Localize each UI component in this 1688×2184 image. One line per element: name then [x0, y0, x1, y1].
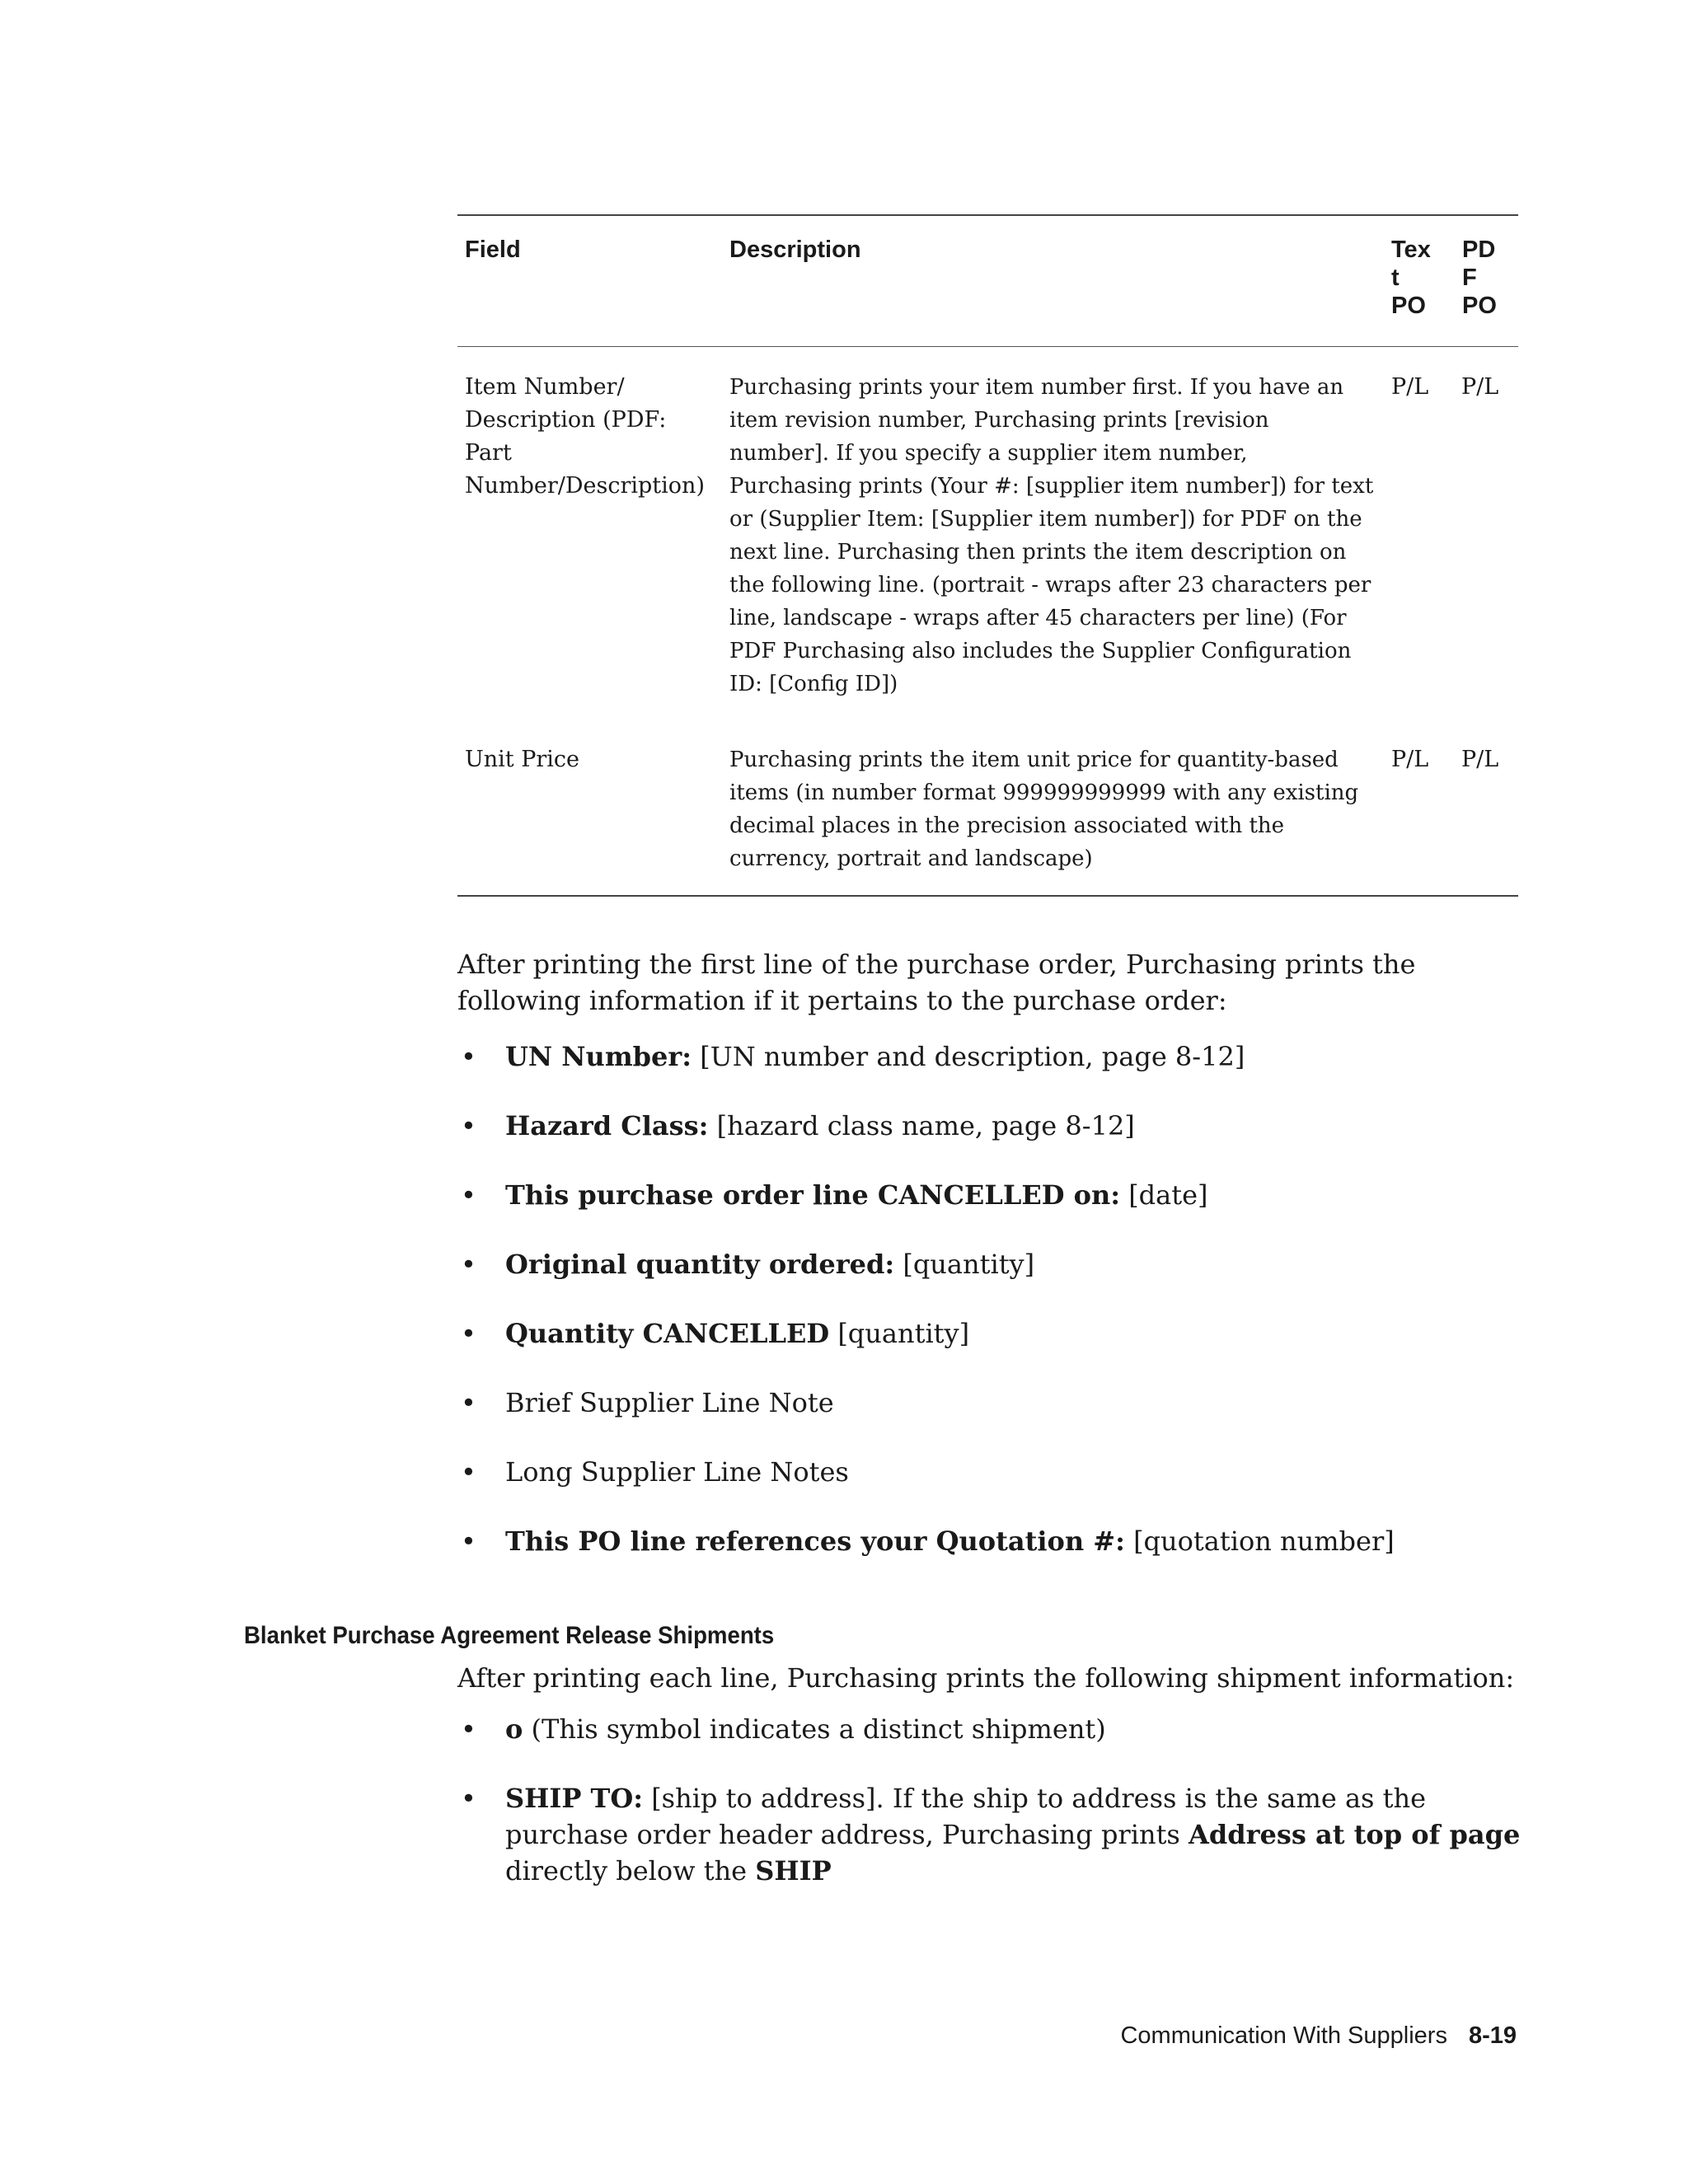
table-bottom-rule — [457, 895, 1518, 897]
table-header-description: Description — [729, 237, 861, 263]
bullet-icon: • — [461, 1456, 476, 1488]
bullet-icon: • — [461, 1249, 476, 1280]
bullet-icon: • — [461, 1387, 476, 1418]
table-cell-description: Purchasing prints your item number first. If you have an item revision number, Purchasing prints [revision number]. If you specify a supplier item number, Purchasing prints (Your #: [supplier item number]) for text or (Supplier Item: [Supplier item number]) for PDF on the next line. Purchasing then prints the item description on the following line. (portrait - wraps after 23 characters per line, landscape - wraps after 45 characters per line) (For PDF Purchasing also includes the Supplier Configuration ID: [Config ID]) — [729, 375, 1374, 696]
section-heading: Blanket Purchase Agreement Release Shipments — [244, 1622, 775, 1649]
bullet-icon: • — [461, 1179, 476, 1211]
list-item: • Long Supplier Line Notes — [457, 1454, 1529, 1523]
bullet-icon: • — [461, 1783, 476, 1814]
line-info-list — [457, 1038, 1529, 1592]
table-cell-field: Unit Price — [465, 747, 580, 772]
table-cell-pdf-po: P/L — [1461, 374, 1499, 400]
table-header-pdf-po: PD F PO — [1462, 237, 1497, 319]
page-number: 8-19 — [1468, 2022, 1517, 2049]
bullet-icon: • — [461, 1713, 476, 1745]
table-cell-description: Purchasing prints the item unit price for quantity-based items (in number format 999999999999 with any existing decimal places in the precision associated with the currency, portrait and landscape) — [729, 748, 1359, 871]
footer-title: Communication With Suppliers — [1120, 2022, 1447, 2049]
list-item: • UN Number: [UN number and description, page 8-12] — [457, 1038, 1529, 1108]
table-cell-field: Item Number/ Description (PDF: Part Number/Description) — [465, 374, 705, 499]
list-item: • Hazard Class: [hazard class name, page 8-12] — [457, 1108, 1529, 1177]
table-header-text-po: Tex t PO — [1391, 237, 1431, 319]
intro-paragraph: After printing the first line of the purchase order, Purchasing prints the following information if it pertains to the purchase order: — [457, 949, 1416, 1016]
list-item: • This purchase order line CANCELLED on: [date] — [457, 1177, 1529, 1246]
bullet-icon: • — [461, 1041, 476, 1072]
table-cell-text-po: P/L — [1391, 374, 1429, 400]
list-item: • Brief Supplier Line Note — [457, 1385, 1529, 1454]
list-item: • This PO line references your Quotation #: [quotation number] — [457, 1523, 1529, 1592]
table-header-field: Field — [465, 237, 521, 263]
bullet-icon: • — [461, 1318, 476, 1349]
bullet-icon: • — [461, 1110, 476, 1141]
list-item: • Original quantity ordered: [quantity] — [457, 1246, 1529, 1315]
shipment-info-list — [457, 1711, 1529, 1889]
page-footer — [1120, 2022, 1517, 2050]
list-item: • Quantity CANCELLED [quantity] — [457, 1315, 1529, 1385]
table-header-rule — [457, 346, 1518, 347]
table-top-rule — [457, 214, 1518, 216]
list-item: • o (This symbol indicates a distinct shipment) — [457, 1711, 1529, 1780]
table-cell-text-po: P/L — [1391, 747, 1429, 772]
list-item: • SHIP TO: [ship to address]. If the ship to address is the same as the purchase order header address, Purchasing prints Address at top of page directly below the SHIP — [457, 1780, 1529, 1889]
section-intro-paragraph: After printing each line, Purchasing prints the following shipment information: — [457, 1662, 1515, 1694]
bullet-icon: • — [461, 1526, 476, 1557]
table-cell-pdf-po: P/L — [1461, 747, 1499, 772]
